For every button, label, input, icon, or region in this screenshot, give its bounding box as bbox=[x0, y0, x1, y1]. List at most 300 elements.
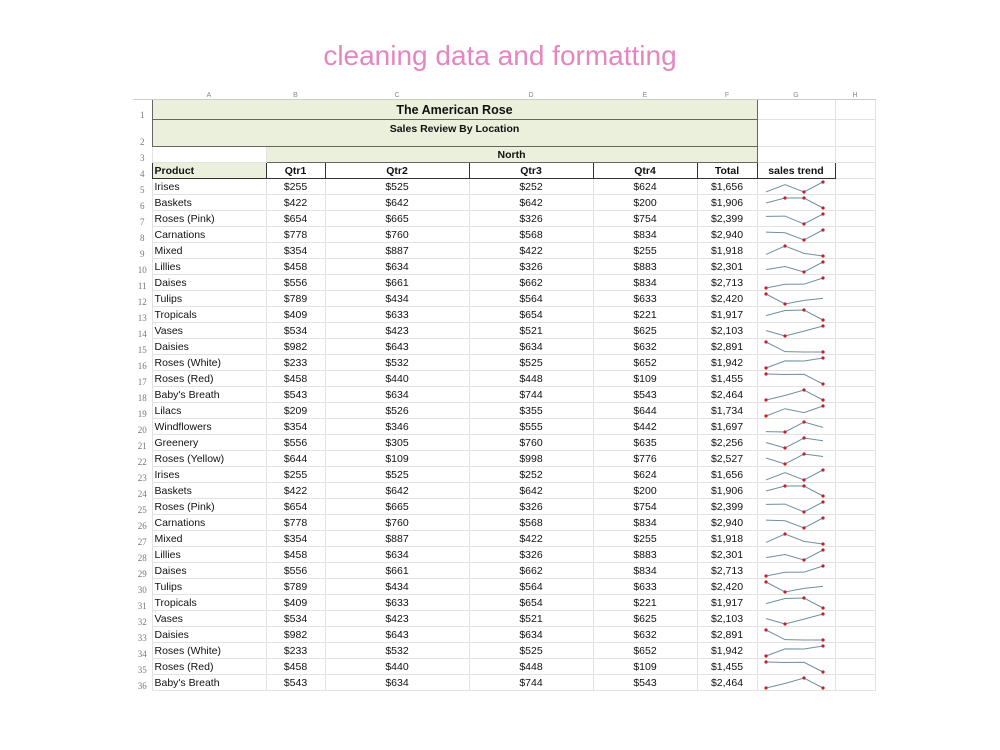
cell-qtr1[interactable]: $982 bbox=[266, 339, 325, 355]
cell-qtr4[interactable]: $834 bbox=[593, 227, 697, 243]
header-qtr3[interactable]: Qtr3 bbox=[469, 163, 593, 179]
cell-qtr1[interactable]: $534 bbox=[266, 323, 325, 339]
sparkline-cell[interactable] bbox=[757, 355, 835, 371]
column-header[interactable]: A bbox=[152, 92, 266, 100]
cell[interactable] bbox=[835, 179, 875, 195]
cell-qtr1[interactable]: $354 bbox=[266, 243, 325, 259]
cell-total[interactable]: $1,917 bbox=[697, 595, 757, 611]
cell-product[interactable]: Roses (Yellow) bbox=[152, 451, 266, 467]
sparkline-cell[interactable] bbox=[757, 515, 835, 531]
sparkline-cell[interactable] bbox=[757, 659, 835, 675]
cell-qtr2[interactable]: $532 bbox=[325, 643, 469, 659]
cell-total[interactable]: $2,891 bbox=[697, 339, 757, 355]
cell[interactable] bbox=[835, 259, 875, 275]
cell-total[interactable]: $1,656 bbox=[697, 179, 757, 195]
cell-qtr3[interactable]: $568 bbox=[469, 227, 593, 243]
cell-qtr2[interactable]: $887 bbox=[325, 243, 469, 259]
cell-total[interactable]: $1,942 bbox=[697, 355, 757, 371]
sparkline-cell[interactable] bbox=[757, 211, 835, 227]
sparkline-cell[interactable] bbox=[757, 675, 835, 691]
cell-qtr3[interactable]: $998 bbox=[469, 451, 593, 467]
sparkline-cell[interactable] bbox=[757, 499, 835, 515]
cell-qtr2[interactable]: $305 bbox=[325, 435, 469, 451]
cell-qtr1[interactable]: $409 bbox=[266, 307, 325, 323]
cell-product[interactable]: Baby's Breath bbox=[152, 387, 266, 403]
cell-total[interactable]: $2,256 bbox=[697, 435, 757, 451]
cell-qtr2[interactable]: $760 bbox=[325, 515, 469, 531]
cell-qtr3[interactable]: $326 bbox=[469, 547, 593, 563]
cell-qtr2[interactable]: $887 bbox=[325, 531, 469, 547]
cell[interactable] bbox=[835, 675, 875, 691]
cell-total[interactable]: $1,455 bbox=[697, 659, 757, 675]
cell-qtr2[interactable]: $760 bbox=[325, 227, 469, 243]
cell-qtr2[interactable]: $642 bbox=[325, 195, 469, 211]
row-number[interactable]: 13 bbox=[137, 312, 147, 323]
cell-qtr4[interactable]: $633 bbox=[593, 291, 697, 307]
cell-qtr4[interactable]: $625 bbox=[593, 611, 697, 627]
cell-qtr1[interactable]: $982 bbox=[266, 627, 325, 643]
row-number[interactable]: 3 bbox=[140, 152, 145, 163]
cell-total[interactable]: $2,103 bbox=[697, 611, 757, 627]
cell-qtr3[interactable]: $326 bbox=[469, 499, 593, 515]
row-number[interactable]: 17 bbox=[137, 376, 147, 387]
sparkline-cell[interactable] bbox=[757, 403, 835, 419]
cell[interactable] bbox=[835, 483, 875, 499]
cell-product[interactable]: Carnations bbox=[152, 227, 266, 243]
sparkline-cell[interactable] bbox=[757, 563, 835, 579]
cell-qtr2[interactable]: $423 bbox=[325, 611, 469, 627]
cell-qtr3[interactable]: $654 bbox=[469, 595, 593, 611]
sparkline-cell[interactable] bbox=[757, 595, 835, 611]
cell-qtr1[interactable]: $534 bbox=[266, 611, 325, 627]
sheet-title[interactable]: The American Rose bbox=[152, 100, 757, 120]
cell-qtr1[interactable]: $233 bbox=[266, 355, 325, 371]
cell-qtr2[interactable]: $532 bbox=[325, 355, 469, 371]
cell-product[interactable]: Baskets bbox=[152, 195, 266, 211]
cell[interactable] bbox=[757, 147, 835, 163]
cell-qtr2[interactable]: $665 bbox=[325, 499, 469, 515]
cell-qtr1[interactable]: $458 bbox=[266, 371, 325, 387]
cell-qtr4[interactable]: $625 bbox=[593, 323, 697, 339]
cell-qtr2[interactable]: $642 bbox=[325, 483, 469, 499]
cell-qtr3[interactable]: $525 bbox=[469, 355, 593, 371]
cell-qtr4[interactable]: $624 bbox=[593, 179, 697, 195]
sparkline-cell[interactable] bbox=[757, 227, 835, 243]
row-number[interactable]: 29 bbox=[137, 568, 147, 579]
cell-qtr4[interactable]: $255 bbox=[593, 531, 697, 547]
cell-qtr2[interactable]: $634 bbox=[325, 675, 469, 691]
region-header[interactable]: North bbox=[266, 147, 757, 163]
row-number[interactable]: 12 bbox=[137, 296, 147, 307]
cell-qtr3[interactable]: $521 bbox=[469, 323, 593, 339]
cell-qtr4[interactable]: $635 bbox=[593, 435, 697, 451]
row-number[interactable]: 1 bbox=[140, 109, 145, 120]
cell-total[interactable]: $1,734 bbox=[697, 403, 757, 419]
header-qtr4[interactable]: Qtr4 bbox=[593, 163, 697, 179]
row-number[interactable]: 35 bbox=[137, 664, 147, 675]
cell-product[interactable]: Tropicals bbox=[152, 307, 266, 323]
cell[interactable] bbox=[835, 611, 875, 627]
cell-qtr4[interactable]: $109 bbox=[593, 659, 697, 675]
cell-product[interactable]: Daises bbox=[152, 563, 266, 579]
cell-qtr3[interactable]: $326 bbox=[469, 259, 593, 275]
cell-product[interactable]: Roses (White) bbox=[152, 355, 266, 371]
cell-qtr2[interactable]: $423 bbox=[325, 323, 469, 339]
cell-qtr4[interactable]: $754 bbox=[593, 499, 697, 515]
cell[interactable] bbox=[835, 451, 875, 467]
cell[interactable] bbox=[835, 595, 875, 611]
cell-qtr4[interactable]: $221 bbox=[593, 595, 697, 611]
sparkline-cell[interactable] bbox=[757, 275, 835, 291]
cell-total[interactable]: $2,420 bbox=[697, 579, 757, 595]
cell-qtr2[interactable]: $661 bbox=[325, 275, 469, 291]
row-number[interactable]: 4 bbox=[140, 168, 145, 179]
sparkline-cell[interactable] bbox=[757, 467, 835, 483]
cell-total[interactable]: $2,527 bbox=[697, 451, 757, 467]
cell-qtr2[interactable]: $661 bbox=[325, 563, 469, 579]
sparkline-cell[interactable] bbox=[757, 259, 835, 275]
row-number[interactable]: 26 bbox=[137, 520, 147, 531]
cell-qtr1[interactable]: $654 bbox=[266, 211, 325, 227]
cell-total[interactable]: $1,697 bbox=[697, 419, 757, 435]
cell-product[interactable]: Tropicals bbox=[152, 595, 266, 611]
cell-qtr1[interactable]: $458 bbox=[266, 547, 325, 563]
cell-total[interactable]: $2,891 bbox=[697, 627, 757, 643]
cell-product[interactable]: Tulips bbox=[152, 291, 266, 307]
sparkline-cell[interactable] bbox=[757, 243, 835, 259]
sparkline-cell[interactable] bbox=[757, 291, 835, 307]
cell-qtr4[interactable]: $632 bbox=[593, 627, 697, 643]
row-number[interactable]: 16 bbox=[137, 360, 147, 371]
row-number[interactable]: 25 bbox=[137, 504, 147, 515]
sparkline-cell[interactable] bbox=[757, 387, 835, 403]
cell-qtr3[interactable]: $555 bbox=[469, 419, 593, 435]
cell-qtr2[interactable]: $643 bbox=[325, 339, 469, 355]
cell-total[interactable]: $2,464 bbox=[697, 675, 757, 691]
cell-qtr3[interactable]: $564 bbox=[469, 291, 593, 307]
cell[interactable] bbox=[835, 627, 875, 643]
cell-qtr4[interactable]: $834 bbox=[593, 275, 697, 291]
cell-product[interactable]: Greenery bbox=[152, 435, 266, 451]
cell-total[interactable]: $2,940 bbox=[697, 227, 757, 243]
cell-qtr3[interactable]: $654 bbox=[469, 307, 593, 323]
cell-qtr3[interactable]: $525 bbox=[469, 643, 593, 659]
sparkline-cell[interactable] bbox=[757, 483, 835, 499]
cell-product[interactable]: Daisies bbox=[152, 339, 266, 355]
cell-qtr2[interactable]: $440 bbox=[325, 371, 469, 387]
cell-qtr2[interactable]: $525 bbox=[325, 467, 469, 483]
sparkline-cell[interactable] bbox=[757, 179, 835, 195]
cell-total[interactable]: $2,301 bbox=[697, 547, 757, 563]
column-header[interactable]: C bbox=[325, 92, 469, 100]
cell-qtr1[interactable]: $654 bbox=[266, 499, 325, 515]
cell-qtr4[interactable]: $543 bbox=[593, 675, 697, 691]
cell-total[interactable]: $1,942 bbox=[697, 643, 757, 659]
cell[interactable] bbox=[835, 403, 875, 419]
cell-qtr1[interactable]: $422 bbox=[266, 195, 325, 211]
cell-total[interactable]: $2,713 bbox=[697, 275, 757, 291]
cell-qtr2[interactable]: $434 bbox=[325, 291, 469, 307]
cell-product[interactable]: Roses (Red) bbox=[152, 371, 266, 387]
cell-qtr4[interactable]: $543 bbox=[593, 387, 697, 403]
cell-product[interactable]: Mixed bbox=[152, 243, 266, 259]
column-header[interactable]: D bbox=[469, 92, 593, 100]
sparkline-cell[interactable] bbox=[757, 579, 835, 595]
cell-qtr1[interactable]: $789 bbox=[266, 291, 325, 307]
cell[interactable] bbox=[835, 227, 875, 243]
row-number[interactable]: 11 bbox=[137, 280, 147, 291]
cell-qtr3[interactable]: $252 bbox=[469, 179, 593, 195]
cell-total[interactable]: $2,713 bbox=[697, 563, 757, 579]
row-number[interactable]: 32 bbox=[137, 616, 147, 627]
cell-total[interactable]: $2,103 bbox=[697, 323, 757, 339]
header-product[interactable]: Product bbox=[152, 163, 266, 179]
cell-qtr4[interactable]: $834 bbox=[593, 515, 697, 531]
cell-product[interactable]: Lillies bbox=[152, 547, 266, 563]
sparkline-cell[interactable] bbox=[757, 531, 835, 547]
row-number[interactable]: 14 bbox=[137, 328, 147, 339]
cell-qtr1[interactable]: $644 bbox=[266, 451, 325, 467]
row-number[interactable]: 22 bbox=[137, 456, 147, 467]
header-qtr1[interactable]: Qtr1 bbox=[266, 163, 325, 179]
cell-product[interactable]: Carnations bbox=[152, 515, 266, 531]
sparkline-cell[interactable] bbox=[757, 643, 835, 659]
row-number[interactable]: 20 bbox=[137, 424, 147, 435]
cell-product[interactable]: Mixed bbox=[152, 531, 266, 547]
cell-qtr4[interactable]: $255 bbox=[593, 243, 697, 259]
cell-qtr1[interactable]: $409 bbox=[266, 595, 325, 611]
cell-product[interactable]: Lillies bbox=[152, 259, 266, 275]
cell-qtr1[interactable]: $556 bbox=[266, 563, 325, 579]
row-number[interactable]: 9 bbox=[140, 248, 145, 259]
cell-qtr1[interactable]: $778 bbox=[266, 227, 325, 243]
cell-total[interactable]: $1,906 bbox=[697, 195, 757, 211]
column-header[interactable]: E bbox=[593, 92, 697, 100]
row-number[interactable]: 23 bbox=[137, 472, 147, 483]
row-number[interactable]: 24 bbox=[137, 488, 147, 499]
cell-qtr3[interactable]: $634 bbox=[469, 627, 593, 643]
sparkline-cell[interactable] bbox=[757, 627, 835, 643]
cell-qtr1[interactable]: $556 bbox=[266, 435, 325, 451]
cell-product[interactable]: Roses (Red) bbox=[152, 659, 266, 675]
cell[interactable] bbox=[835, 100, 875, 120]
row-number[interactable]: 10 bbox=[137, 264, 147, 275]
cell-qtr2[interactable]: $434 bbox=[325, 579, 469, 595]
row-number[interactable]: 27 bbox=[137, 536, 147, 547]
cell-qtr3[interactable]: $252 bbox=[469, 467, 593, 483]
cell-product[interactable]: Baby's Breath bbox=[152, 675, 266, 691]
row-number[interactable]: 28 bbox=[137, 552, 147, 563]
cell-product[interactable]: Tulips bbox=[152, 579, 266, 595]
cell-qtr4[interactable]: $644 bbox=[593, 403, 697, 419]
cell[interactable] bbox=[835, 643, 875, 659]
cell-qtr2[interactable]: $346 bbox=[325, 419, 469, 435]
cell-qtr2[interactable]: $526 bbox=[325, 403, 469, 419]
cell-qtr3[interactable]: $760 bbox=[469, 435, 593, 451]
sparkline-cell[interactable] bbox=[757, 451, 835, 467]
cell-total[interactable]: $1,918 bbox=[697, 531, 757, 547]
cell[interactable] bbox=[835, 120, 875, 147]
cell-total[interactable]: $2,940 bbox=[697, 515, 757, 531]
cell[interactable] bbox=[835, 243, 875, 259]
cell-qtr4[interactable]: $776 bbox=[593, 451, 697, 467]
cell-qtr4[interactable]: $624 bbox=[593, 467, 697, 483]
cell-qtr3[interactable]: $662 bbox=[469, 563, 593, 579]
cell-qtr1[interactable]: $458 bbox=[266, 259, 325, 275]
cell-qtr1[interactable]: $543 bbox=[266, 387, 325, 403]
cell-total[interactable]: $2,420 bbox=[697, 291, 757, 307]
cell-qtr3[interactable]: $634 bbox=[469, 339, 593, 355]
cell-qtr1[interactable]: $543 bbox=[266, 675, 325, 691]
cell-total[interactable]: $1,917 bbox=[697, 307, 757, 323]
cell[interactable] bbox=[152, 147, 266, 163]
cell[interactable] bbox=[835, 163, 875, 179]
sparkline-cell[interactable] bbox=[757, 611, 835, 627]
cell-qtr4[interactable]: $633 bbox=[593, 579, 697, 595]
cell-total[interactable]: $2,399 bbox=[697, 499, 757, 515]
cell-qtr3[interactable]: $642 bbox=[469, 483, 593, 499]
cell-product[interactable]: Baskets bbox=[152, 483, 266, 499]
row-number[interactable]: 8 bbox=[140, 232, 145, 243]
cell-qtr4[interactable]: $652 bbox=[593, 643, 697, 659]
cell[interactable] bbox=[835, 387, 875, 403]
cell-qtr4[interactable]: $883 bbox=[593, 547, 697, 563]
cell-qtr2[interactable]: $109 bbox=[325, 451, 469, 467]
cell[interactable] bbox=[835, 291, 875, 307]
sparkline-cell[interactable] bbox=[757, 195, 835, 211]
cell-product[interactable]: Irises bbox=[152, 179, 266, 195]
cell-qtr2[interactable]: $440 bbox=[325, 659, 469, 675]
cell[interactable] bbox=[835, 467, 875, 483]
row-number[interactable]: 31 bbox=[137, 600, 147, 611]
cell-product[interactable]: Vases bbox=[152, 611, 266, 627]
cell[interactable] bbox=[835, 563, 875, 579]
cell-product[interactable]: Roses (White) bbox=[152, 643, 266, 659]
cell-qtr4[interactable]: $442 bbox=[593, 419, 697, 435]
header-total[interactable]: Total bbox=[697, 163, 757, 179]
cell-qtr2[interactable]: $633 bbox=[325, 595, 469, 611]
cell-product[interactable]: Vases bbox=[152, 323, 266, 339]
header-sales-trend[interactable]: sales trend bbox=[757, 163, 835, 179]
cell-total[interactable]: $2,464 bbox=[697, 387, 757, 403]
cell[interactable] bbox=[835, 531, 875, 547]
sparkline-cell[interactable] bbox=[757, 339, 835, 355]
row-number[interactable]: 33 bbox=[137, 632, 147, 643]
row-number[interactable]: 2 bbox=[140, 136, 145, 147]
cell[interactable] bbox=[835, 211, 875, 227]
cell[interactable] bbox=[835, 323, 875, 339]
cell-qtr1[interactable]: $354 bbox=[266, 531, 325, 547]
cell-qtr3[interactable]: $568 bbox=[469, 515, 593, 531]
sparkline-cell[interactable] bbox=[757, 419, 835, 435]
cell-qtr4[interactable]: $109 bbox=[593, 371, 697, 387]
row-number[interactable]: 6 bbox=[140, 200, 145, 211]
cell[interactable] bbox=[835, 147, 875, 163]
cell[interactable] bbox=[835, 419, 875, 435]
cell[interactable] bbox=[835, 659, 875, 675]
cell-qtr1[interactable]: $233 bbox=[266, 643, 325, 659]
cell[interactable] bbox=[835, 547, 875, 563]
cell-qtr2[interactable]: $634 bbox=[325, 259, 469, 275]
cell[interactable] bbox=[835, 371, 875, 387]
cell-qtr1[interactable]: $255 bbox=[266, 467, 325, 483]
row-number[interactable]: 21 bbox=[137, 440, 147, 451]
row-number[interactable]: 5 bbox=[140, 184, 145, 195]
cell-qtr4[interactable]: $652 bbox=[593, 355, 697, 371]
column-header[interactable]: G bbox=[757, 92, 835, 100]
cell-qtr1[interactable]: $789 bbox=[266, 579, 325, 595]
cell-qtr4[interactable]: $754 bbox=[593, 211, 697, 227]
cell-qtr2[interactable]: $525 bbox=[325, 179, 469, 195]
cell[interactable] bbox=[835, 275, 875, 291]
cell-qtr4[interactable]: $632 bbox=[593, 339, 697, 355]
cell-total[interactable]: $1,656 bbox=[697, 467, 757, 483]
cell-qtr3[interactable]: $521 bbox=[469, 611, 593, 627]
cell-qtr2[interactable]: $665 bbox=[325, 211, 469, 227]
cell-qtr3[interactable]: $662 bbox=[469, 275, 593, 291]
cell-product[interactable]: Roses (Pink) bbox=[152, 211, 266, 227]
cell-total[interactable]: $2,301 bbox=[697, 259, 757, 275]
cell-qtr1[interactable]: $422 bbox=[266, 483, 325, 499]
cell-qtr4[interactable]: $221 bbox=[593, 307, 697, 323]
cell-qtr1[interactable]: $354 bbox=[266, 419, 325, 435]
cell-product[interactable]: Daises bbox=[152, 275, 266, 291]
cell-qtr3[interactable]: $744 bbox=[469, 387, 593, 403]
cell-qtr4[interactable]: $834 bbox=[593, 563, 697, 579]
sparkline-cell[interactable] bbox=[757, 371, 835, 387]
cell-qtr4[interactable]: $200 bbox=[593, 195, 697, 211]
cell[interactable] bbox=[757, 120, 835, 147]
row-number[interactable]: 34 bbox=[137, 648, 147, 659]
column-header[interactable]: B bbox=[266, 92, 325, 100]
cell-qtr1[interactable]: $255 bbox=[266, 179, 325, 195]
cell-qtr4[interactable]: $200 bbox=[593, 483, 697, 499]
row-number[interactable]: 19 bbox=[137, 408, 147, 419]
column-header[interactable]: F bbox=[697, 92, 757, 100]
cell-qtr2[interactable]: $634 bbox=[325, 387, 469, 403]
cell-qtr3[interactable]: $448 bbox=[469, 371, 593, 387]
cell-qtr3[interactable]: $642 bbox=[469, 195, 593, 211]
header-qtr2[interactable]: Qtr2 bbox=[325, 163, 469, 179]
cell-qtr1[interactable]: $778 bbox=[266, 515, 325, 531]
cell-product[interactable]: Roses (Pink) bbox=[152, 499, 266, 515]
column-header[interactable]: H bbox=[835, 92, 875, 100]
sheet-subtitle[interactable]: Sales Review By Location bbox=[152, 120, 757, 147]
cell-qtr3[interactable]: $448 bbox=[469, 659, 593, 675]
cell-qtr2[interactable]: $643 bbox=[325, 627, 469, 643]
cell-qtr3[interactable]: $355 bbox=[469, 403, 593, 419]
cell-total[interactable]: $2,399 bbox=[697, 211, 757, 227]
select-all[interactable] bbox=[133, 92, 152, 100]
cell[interactable] bbox=[835, 307, 875, 323]
cell-qtr1[interactable]: $458 bbox=[266, 659, 325, 675]
cell-qtr3[interactable]: $422 bbox=[469, 531, 593, 547]
cell-total[interactable]: $1,918 bbox=[697, 243, 757, 259]
cell-qtr4[interactable]: $883 bbox=[593, 259, 697, 275]
sparkline-cell[interactable] bbox=[757, 323, 835, 339]
cell[interactable] bbox=[835, 339, 875, 355]
cell-product[interactable]: Windflowers bbox=[152, 419, 266, 435]
sparkline-cell[interactable] bbox=[757, 435, 835, 451]
cell-qtr3[interactable]: $564 bbox=[469, 579, 593, 595]
cell-product[interactable]: Lilacs bbox=[152, 403, 266, 419]
cell-total[interactable]: $1,906 bbox=[697, 483, 757, 499]
cell[interactable] bbox=[835, 355, 875, 371]
cell[interactable] bbox=[835, 579, 875, 595]
sparkline-cell[interactable] bbox=[757, 307, 835, 323]
cell[interactable] bbox=[835, 195, 875, 211]
row-number[interactable]: 18 bbox=[137, 392, 147, 403]
